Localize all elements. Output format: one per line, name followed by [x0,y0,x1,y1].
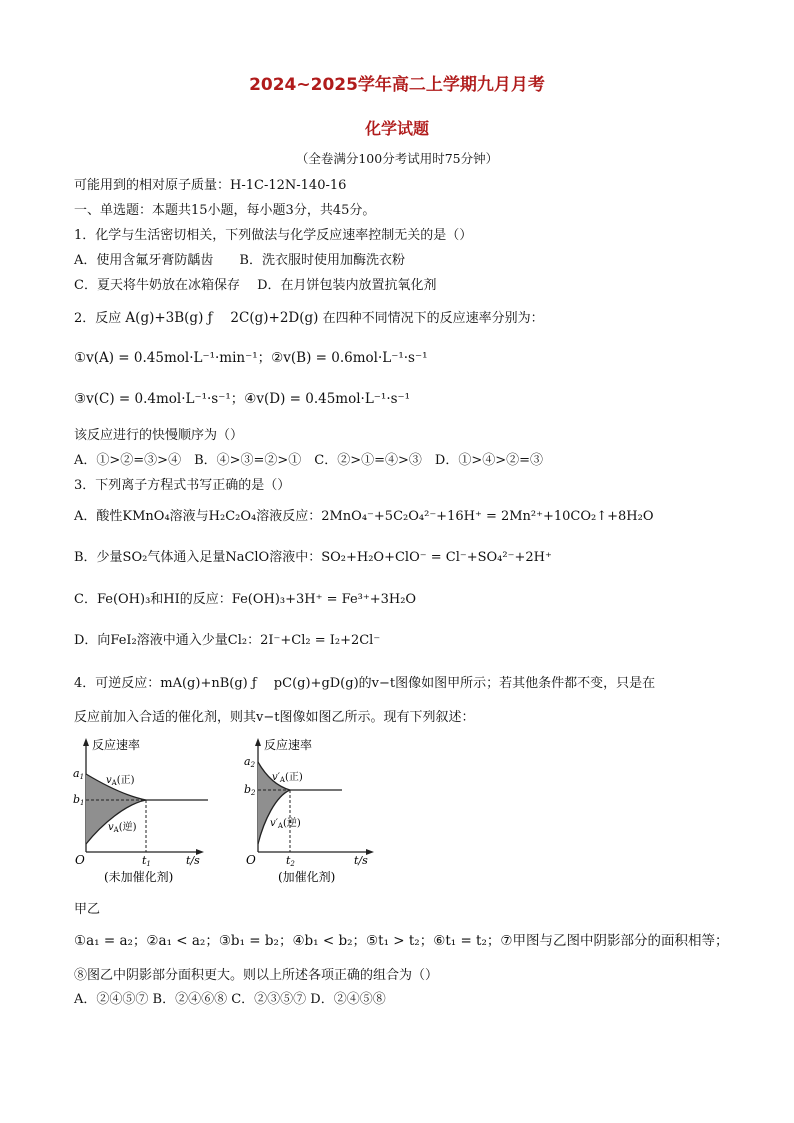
forward-label: $v'_A$(正) [272,772,303,784]
reverse-label: $v_A$(逆) [108,822,137,834]
q2-reaction: A(g)+3B(g) ƒ 2C(g)+2D(g) [125,310,319,326]
q4-stem-line2: 反应前加入合适的催化剂，则其v−t图像如图乙所示。现有下列叙述： [74,710,475,725]
y-axis-label: 反应速率 [264,738,313,752]
origin-label: O [75,853,85,867]
q4-statements-line2: ⑧图乙中阴影部分面积更大。则以上所述各项正确的组合为（） [74,968,439,983]
q2-rates-1-2: ①v(A) = 0.45mol·L⁻¹·min⁻¹；②v(B) = 0.6mol·L⁻¹·s⁻¹ [74,350,428,366]
figure-caption: (加催化剂) [278,870,336,884]
label-b: b2 [244,783,256,797]
q2-number: 2．反应 [74,311,122,326]
y-axis-label: 反应速率 [92,738,141,752]
figure-with-catalyst [242,736,392,886]
exam-title: 2024~2025学年高二上学期九月月考 [249,75,545,95]
q4-statements-line1: ①a₁ = a₂；②a₁ < a₂；③b₁ = b₂；④b₁ < b₂；⑤t₁ > t₂；⑥t₁ = t₂；⑦甲图与乙图中阴影部分的面积相等； [74,933,729,949]
exam-note: （全卷满分100分考试用时75分钟） [295,151,499,166]
q1-options-cd: C．夏天将牛奶放在冰箱保存 D．在月饼包装内放置抗氧化剂 [74,278,437,293]
q3-stem: 3．下列离子方程式书写正确的是（） [74,478,291,493]
figure-labels: 甲乙 [74,902,101,917]
figure-no-catalyst [72,736,222,886]
origin-label: O [246,853,256,867]
q3-option-d: D．向FeI₂溶液中通入少量Cl₂：2I⁻+Cl₂ = I₂+2Cl⁻ [74,633,381,648]
t-label: t2 [286,854,295,868]
label-b: b1 [73,793,85,807]
t-label: t1 [142,854,151,868]
q2-question: 该反应进行的快慢顺序为（） [74,428,244,443]
atomic-masses: 可能用到的相对原子质量：H-1C-12N-140-16 [74,178,347,193]
q2-stem [74,306,544,326]
q3-option-a: A．酸性KMnO₄溶液与H₂C₂O₄溶液反应：2MnO₄⁻+5C₂O₄²⁻+16H⁺ = 2Mn²⁺+10CO₂↑+8H₂O [74,509,654,524]
q4-stem-line1: 4．可逆反应：mA(g)+nB(g) ƒ pC(g)+gD(g)的v−t图像如图甲所示；若其他条件都不变，只是在 [74,676,656,691]
q2-stem-tail: 在四种不同情况下的反应速率分别为： [322,311,544,326]
q3-option-b: B．少量SO₂气体通入足量NaClO溶液中：SO₂+H₂O+ClO⁻ = Cl⁻+SO₄²⁻+2H⁺ [74,550,552,565]
label-a: a1 [73,767,85,781]
q3-option-c: C．Fe(OH)₃和HI的反应：Fe(OH)₃+3H⁺ = Fe³⁺+3H₂O [74,592,417,607]
q2-options: A．①>②=③>④ B．④>③=②>① C．②>①=④>③ D．①>④>②=③ [74,453,544,468]
reverse-label: $v'_A$(逆) [270,818,301,830]
section-heading: 一、单选题：本题共15小题，每小题3分，共45分。 [74,203,376,218]
exam-subtitle: 化学试题 [364,119,429,138]
label-a: a2 [244,755,256,769]
q1-stem: 1．化学与生活密切相关，下列做法与化学反应速率控制无关的是（） [74,228,473,243]
q2-rates-3-4: ③v(C) = 0.4mol·L⁻¹·s⁻¹；④v(D) = 0.45mol·L⁻¹·s⁻¹ [74,391,411,407]
x-axis-label: t/s [186,854,200,867]
q4-options: A．②④⑤⑦ B．②④⑥⑧ C．②③⑤⑦ D．②④⑤⑧ [74,992,386,1007]
figure-caption: (未加催化剂) [104,870,174,884]
q1-options-ab: A．使用含氟牙膏防龋齿 B．洗衣服时使用加酶洗衣粉 [74,253,405,268]
x-axis-label: t/s [354,854,368,867]
forward-label: $v_A$(正) [106,775,135,787]
